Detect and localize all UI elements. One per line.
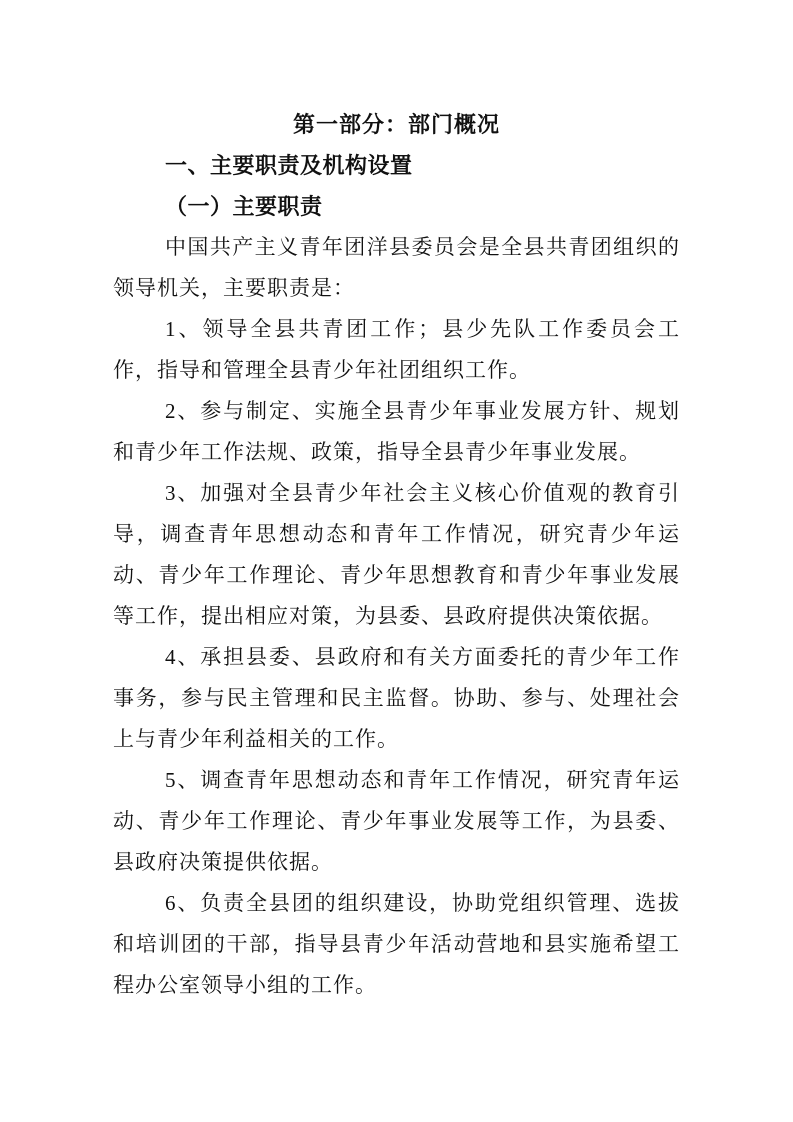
duty-item-6: 6、负责全县团的组织建设，协助党组织管理、选拔和培训团的干部，指导县青少年活动营地和县实施希望工程办公室领导小组的工作。	[113, 891, 680, 997]
duty-item-1: 1、领导全县共青团工作；县少先队工作委员会工作，指导和管理全县青少年社团组织工作。	[113, 317, 680, 382]
duty-item-3: 3、加强对全县青少年社会主义核心价值观的教育引导，调查青年思想动态和青年工作情况，研究青少年运动、青少年工作理论、青少年思想教育和青少年事业发展等工作，提出相应对策，为县委、县政府提供决策依据。	[113, 481, 680, 628]
duty-item-2: 2、参与制定、实施全县青少年事业发展方针、规划和青少年工作法规、政策，指导全县青少年事业发展。	[113, 399, 680, 464]
section-heading-responsibilities-and-structure: 一、主要职责及机构设置	[165, 153, 413, 178]
intro-paragraph: 中国共产主义青年团洋县委员会是全县共青团组织的领导机关，主要职责是：	[113, 235, 680, 300]
subsection-heading-main-responsibilities: （一）主要职责	[165, 194, 323, 219]
document-title: 第一部分：部门概况	[292, 112, 500, 137]
document-content	[113, 104, 680, 1006]
duty-item-4: 4、承担县委、县政府和有关方面委托的青少年工作事务，参与民主管理和民主监督。协助、参与、处理社会上与青少年利益相关的工作。	[113, 645, 680, 751]
duty-item-5: 5、调查青年思想动态和青年工作情况，研究青年运动、青少年工作理论、青少年事业发展等工作，为县委、县政府决策提供依据。	[113, 768, 680, 874]
